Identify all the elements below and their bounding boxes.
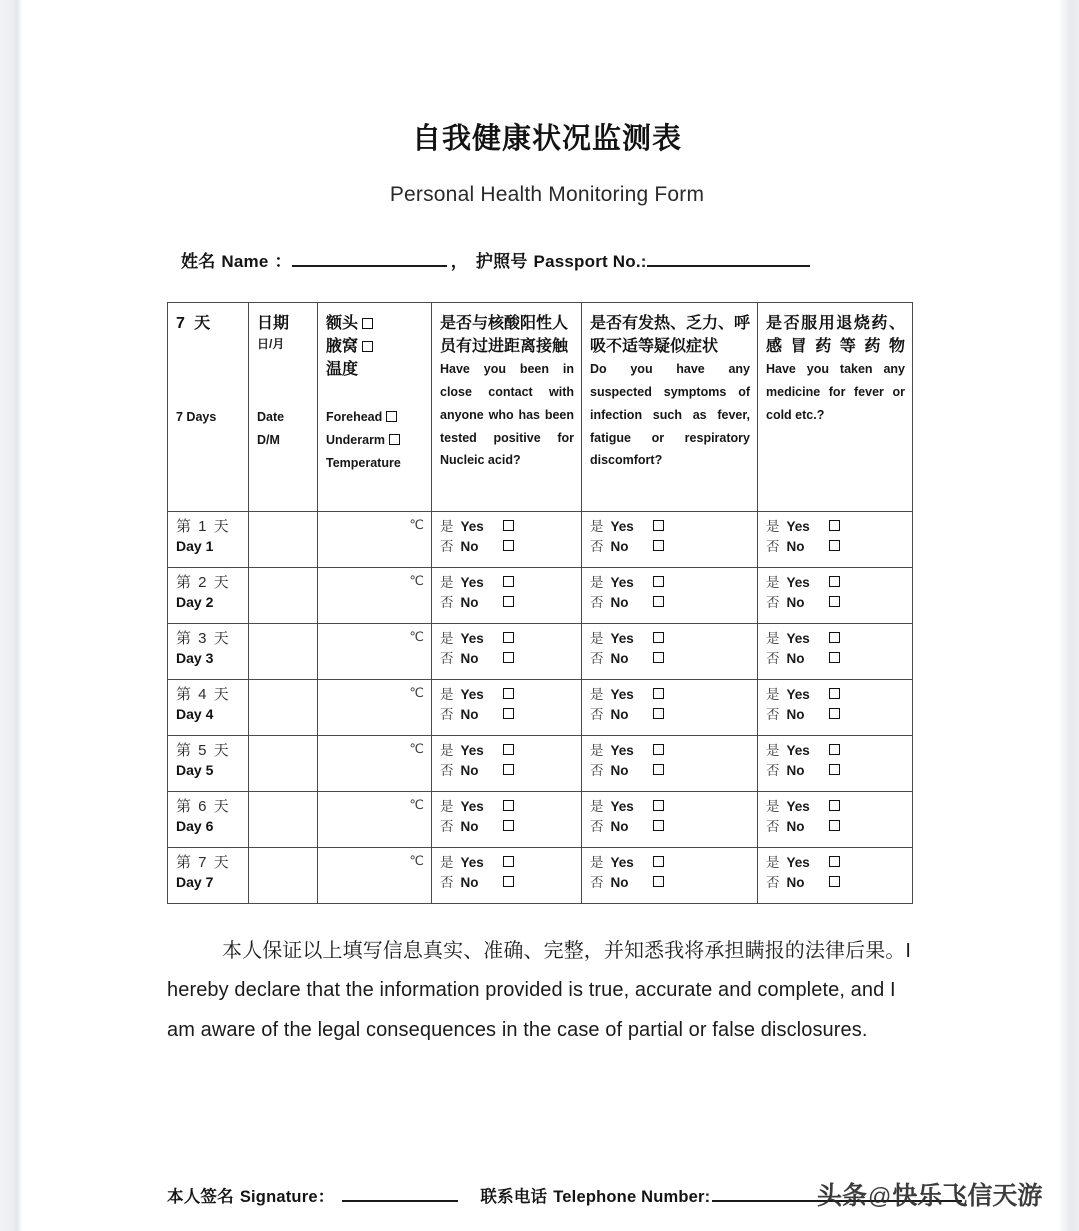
no-label-chinese: 否 — [766, 875, 780, 891]
row-close-contact-cell — [432, 735, 582, 791]
no-option — [440, 593, 574, 614]
row-day-cell — [168, 791, 249, 847]
yes-option — [766, 741, 905, 762]
no-option — [590, 593, 750, 614]
name-label-chinese: 姓名 — [181, 251, 216, 271]
header-forehead-english-row — [326, 406, 424, 429]
no-option — [590, 761, 750, 782]
row-medication-cell — [758, 511, 913, 567]
header-cell-date — [249, 302, 318, 511]
no-option — [440, 537, 574, 558]
no-checkbox[interactable] — [829, 652, 840, 663]
yes-checkbox[interactable] — [503, 632, 514, 643]
row-symptoms-cell — [582, 567, 758, 623]
underarm-checkbox-english[interactable] — [389, 434, 400, 445]
no-label-chinese: 否 — [766, 819, 780, 835]
yes-checkbox[interactable] — [829, 632, 840, 643]
no-label-english: No — [786, 875, 805, 891]
header-date-chinese: 日期 — [257, 314, 290, 332]
header-date-format-english: D/M — [257, 432, 280, 447]
document-content — [167, 0, 927, 1051]
yes-label-english: Yes — [786, 742, 810, 758]
yes-option — [440, 685, 574, 706]
row-temperature-cell[interactable] — [318, 567, 432, 623]
row-date-cell[interactable] — [249, 679, 318, 735]
row-date-cell[interactable] — [249, 623, 318, 679]
row-symptoms-cell — [582, 511, 758, 567]
no-checkbox[interactable] — [503, 652, 514, 663]
row-date-cell[interactable] — [249, 567, 318, 623]
yes-label-chinese: 是 — [590, 630, 604, 646]
row-day-chinese: 第 6 天 — [176, 797, 231, 815]
no-label-english: No — [610, 651, 629, 667]
yes-label-english: Yes — [610, 798, 634, 814]
no-label-english: No — [610, 595, 629, 611]
row-medication-cell — [758, 791, 913, 847]
no-option — [590, 649, 750, 670]
header-cell-close-contact — [432, 302, 582, 511]
yes-checkbox[interactable] — [503, 744, 514, 755]
yes-option — [440, 741, 574, 762]
header-medication-chinese: 是否服用退烧药、感冒药等药物 — [766, 314, 905, 355]
yes-option — [766, 629, 905, 650]
no-label-chinese: 否 — [590, 819, 604, 835]
row-symptoms-cell — [582, 735, 758, 791]
yes-label-english: Yes — [460, 798, 484, 814]
header-temperature-chinese: 温度 — [326, 360, 359, 378]
yes-checkbox[interactable] — [829, 744, 840, 755]
no-label-english: No — [460, 539, 479, 555]
yes-label-english: Yes — [610, 686, 634, 702]
no-label-english: No — [460, 707, 479, 723]
page-edge-right-shadow — [1058, 0, 1079, 1231]
yes-label-english: Yes — [786, 686, 810, 702]
row-temperature-cell[interactable] — [318, 679, 432, 735]
no-checkbox[interactable] — [503, 764, 514, 775]
no-label-chinese: 否 — [766, 595, 780, 611]
yes-option — [440, 853, 574, 874]
row-medication-cell — [758, 735, 913, 791]
row-day-cell — [168, 511, 249, 567]
no-label-english: No — [460, 875, 479, 891]
yes-option — [440, 517, 574, 538]
no-label-chinese: 否 — [766, 539, 780, 555]
yes-label-english: Yes — [786, 630, 810, 646]
row-day-cell — [168, 679, 249, 735]
yes-label-chinese: 是 — [440, 630, 454, 646]
no-option — [766, 705, 905, 726]
declaration-paragraph: 本人保证以上填写信息真实、准确、完整，并知悉我将承担瞒报的法律后果。I hereby declare that the information provided is true, accurate and complete, and I am aware of the legal consequences in the case of partial or false disclosures. — [167, 939, 912, 1042]
row-temperature-cell[interactable] — [318, 623, 432, 679]
no-label-chinese: 否 — [440, 875, 454, 891]
row-symptoms-cell — [582, 679, 758, 735]
temperature-unit: ℃ — [409, 740, 424, 756]
yes-checkbox[interactable] — [503, 856, 514, 867]
no-checkbox[interactable] — [653, 820, 664, 831]
yes-label-english: Yes — [610, 574, 634, 590]
header-underarm-english: Underarm — [326, 432, 386, 447]
no-option — [766, 537, 905, 558]
passport-label-chinese: 护照号 — [475, 251, 528, 271]
no-label-chinese: 否 — [440, 819, 454, 835]
row-medication-cell — [758, 567, 913, 623]
row-day-cell — [168, 735, 249, 791]
signature-label-chinese: 本人签名 — [167, 1188, 234, 1206]
yes-label-english: Yes — [460, 686, 484, 702]
no-label-english: No — [460, 595, 479, 611]
table-row — [168, 847, 913, 903]
no-label-english: No — [786, 763, 805, 779]
yes-option — [440, 797, 574, 818]
yes-label-chinese: 是 — [590, 574, 604, 590]
no-option — [440, 817, 574, 838]
identity-separator: ， — [450, 251, 468, 271]
row-day-english: Day 5 — [176, 762, 214, 779]
no-option — [440, 761, 574, 782]
no-option — [766, 761, 905, 782]
yes-label-chinese: 是 — [590, 854, 604, 870]
yes-checkbox[interactable] — [653, 688, 664, 699]
no-option — [766, 873, 905, 894]
row-symptoms-cell — [582, 623, 758, 679]
no-label-english: No — [786, 651, 805, 667]
forehead-checkbox-english[interactable] — [386, 411, 397, 422]
row-close-contact-cell — [432, 567, 582, 623]
no-checkbox[interactable] — [829, 764, 840, 775]
header-underarm-chinese-row — [326, 335, 424, 358]
no-checkbox[interactable] — [503, 708, 514, 719]
yes-option — [590, 629, 750, 650]
yes-label-english: Yes — [786, 574, 810, 590]
name-label-english: Name — [221, 251, 269, 271]
yes-option — [766, 517, 905, 538]
row-date-cell[interactable] — [249, 735, 318, 791]
header-underarm-chinese: 腋窝 — [326, 337, 359, 355]
yes-option — [590, 517, 750, 538]
no-option — [590, 817, 750, 838]
row-day-cell — [168, 567, 249, 623]
temperature-unit: ℃ — [409, 572, 424, 588]
header-symptoms-english: Do you have any suspected symptoms of infection such as fever, fatigue or respiratory discomfort? — [590, 361, 750, 468]
identity-line — [167, 247, 927, 272]
yes-option — [590, 685, 750, 706]
header-date-english: Date — [257, 409, 285, 424]
row-temperature-cell[interactable] — [318, 847, 432, 903]
no-checkbox[interactable] — [653, 596, 664, 607]
no-checkbox[interactable] — [503, 596, 514, 607]
yes-checkbox[interactable] — [653, 520, 664, 531]
signature-label-english: Signature： — [239, 1188, 335, 1206]
page-title-english: Personal Health Monitoring Form — [389, 182, 705, 206]
no-label-english: No — [786, 595, 805, 611]
no-label-chinese: 否 — [590, 875, 604, 891]
header-days-chinese: 7 天 — [176, 314, 213, 332]
yes-checkbox[interactable] — [653, 800, 664, 811]
yes-checkbox[interactable] — [829, 688, 840, 699]
no-label-chinese: 否 — [590, 651, 604, 667]
health-monitoring-table — [167, 302, 913, 904]
yes-label-english: Yes — [786, 518, 810, 534]
row-symptoms-cell — [582, 847, 758, 903]
name-input-blank[interactable] — [292, 251, 447, 267]
row-day-english: Day 2 — [176, 594, 214, 611]
row-day-cell — [168, 847, 249, 903]
no-checkbox[interactable] — [503, 540, 514, 551]
row-day-english: Day 7 — [176, 874, 214, 891]
yes-option — [590, 853, 750, 874]
row-close-contact-cell — [432, 623, 582, 679]
temperature-unit: ℃ — [409, 684, 424, 700]
table-body — [168, 511, 913, 903]
yes-checkbox[interactable] — [829, 576, 840, 587]
page-title-chinese: 自我健康状况监测表 — [411, 123, 682, 155]
yes-label-english: Yes — [610, 742, 634, 758]
no-checkbox[interactable] — [503, 820, 514, 831]
row-temperature-cell[interactable] — [318, 511, 432, 567]
no-label-chinese: 否 — [440, 595, 454, 611]
yes-option — [590, 797, 750, 818]
yes-checkbox[interactable] — [829, 520, 840, 531]
row-day-chinese: 第 7 天 — [176, 853, 231, 871]
header-underarm-english-row — [326, 429, 424, 452]
header-days-english: 7 Days — [176, 409, 217, 424]
row-day-chinese: 第 1 天 — [176, 517, 231, 535]
yes-label-chinese: 是 — [440, 854, 454, 870]
yes-label-english: Yes — [460, 854, 484, 870]
row-day-chinese: 第 3 天 — [176, 629, 231, 647]
row-medication-cell — [758, 847, 913, 903]
yes-checkbox[interactable] — [503, 520, 514, 531]
yes-label-english: Yes — [610, 630, 634, 646]
yes-label-chinese: 是 — [766, 574, 780, 590]
no-option — [590, 537, 750, 558]
no-option — [590, 705, 750, 726]
forehead-checkbox-chinese[interactable] — [362, 318, 373, 329]
yes-checkbox[interactable] — [503, 576, 514, 587]
header-cell-medication — [758, 302, 913, 511]
table-row — [168, 623, 913, 679]
yes-checkbox[interactable] — [503, 800, 514, 811]
row-temperature-cell[interactable] — [318, 735, 432, 791]
yes-label-english: Yes — [610, 518, 634, 534]
row-day-english: Day 6 — [176, 818, 214, 835]
row-day-english: Day 4 — [176, 706, 214, 723]
no-checkbox[interactable] — [653, 876, 664, 887]
document-page — [22, 0, 1058, 1231]
no-checkbox[interactable] — [653, 764, 664, 775]
no-label-english: No — [610, 539, 629, 555]
watermark-overlay — [817, 1176, 1042, 1212]
yes-option — [766, 685, 905, 706]
page-edge-left-shadow — [0, 0, 22, 1231]
row-temperature-cell[interactable] — [318, 791, 432, 847]
row-day-english: Day 3 — [176, 650, 214, 667]
no-label-chinese: 否 — [590, 763, 604, 779]
yes-option — [590, 573, 750, 594]
no-option — [440, 649, 574, 670]
row-close-contact-cell — [432, 679, 582, 735]
no-option — [766, 649, 905, 670]
header-close-contact-chinese: 是否与核酸阳性人员有过进距离接触 — [440, 314, 569, 355]
yes-checkbox[interactable] — [653, 576, 664, 587]
passport-input-blank[interactable] — [647, 251, 810, 267]
table-header-row — [168, 302, 913, 511]
signature-input-blank[interactable] — [342, 1187, 458, 1202]
header-temperature-english: Temperature — [326, 455, 401, 470]
table-row — [168, 511, 913, 567]
yes-label-chinese: 是 — [766, 742, 780, 758]
header-medication-english: Have you taken any medicine for fever or cold etc.? — [766, 361, 905, 422]
yes-option — [766, 797, 905, 818]
yes-label-english: Yes — [460, 518, 484, 534]
no-checkbox[interactable] — [829, 708, 840, 719]
no-label-english: No — [786, 539, 805, 555]
yes-label-english: Yes — [610, 854, 634, 870]
header-cell-days — [168, 302, 249, 511]
yes-option — [766, 853, 905, 874]
temperature-unit: ℃ — [409, 628, 424, 644]
passport-label-english: Passport No.: — [533, 251, 647, 271]
no-checkbox[interactable] — [503, 876, 514, 887]
row-day-cell — [168, 623, 249, 679]
no-checkbox[interactable] — [829, 540, 840, 551]
row-close-contact-cell — [432, 847, 582, 903]
no-label-chinese: 否 — [766, 651, 780, 667]
no-label-english: No — [610, 707, 629, 723]
watermark-platform: 头条 — [817, 1182, 868, 1210]
no-checkbox[interactable] — [653, 652, 664, 663]
yes-label-english: Yes — [786, 798, 810, 814]
yes-option — [440, 629, 574, 650]
yes-checkbox[interactable] — [829, 800, 840, 811]
header-date-format-chinese: 日/月 — [257, 336, 285, 351]
header-close-contact-english: Have you been in close contact with anyone who has been tested positive for Nucleic acid? — [440, 361, 574, 468]
no-label-chinese: 否 — [766, 707, 780, 723]
watermark-at-symbol: @ — [868, 1183, 892, 1209]
row-day-chinese: 第 5 天 — [176, 741, 231, 759]
yes-label-chinese: 是 — [590, 686, 604, 702]
telephone-label-english: Telephone Number: — [553, 1188, 711, 1206]
temperature-unit: ℃ — [409, 852, 424, 868]
yes-label-chinese: 是 — [766, 854, 780, 870]
no-option — [440, 705, 574, 726]
no-label-chinese: 否 — [440, 763, 454, 779]
no-option — [590, 873, 750, 894]
no-label-chinese: 否 — [590, 539, 604, 555]
row-close-contact-cell — [432, 511, 582, 567]
yes-label-chinese: 是 — [440, 742, 454, 758]
yes-label-chinese: 是 — [766, 798, 780, 814]
yes-label-english: Yes — [460, 742, 484, 758]
header-cell-symptoms — [582, 302, 758, 511]
no-checkbox[interactable] — [829, 876, 840, 887]
no-label-chinese: 否 — [440, 707, 454, 723]
row-day-chinese: 第 2 天 — [176, 573, 231, 591]
row-close-contact-cell — [432, 791, 582, 847]
row-day-chinese: 第 4 天 — [176, 685, 231, 703]
yes-option — [766, 573, 905, 594]
no-label-chinese: 否 — [440, 539, 454, 555]
no-label-english: No — [460, 763, 479, 779]
yes-label-chinese: 是 — [590, 518, 604, 534]
yes-checkbox[interactable] — [829, 856, 840, 867]
temperature-unit: ℃ — [409, 516, 424, 532]
no-label-english: No — [786, 707, 805, 723]
table-row — [168, 567, 913, 623]
no-label-english: No — [460, 819, 479, 835]
row-date-cell[interactable] — [249, 791, 318, 847]
header-forehead-english: Forehead — [326, 409, 383, 424]
header-cell-temperature — [318, 302, 432, 511]
yes-option — [590, 741, 750, 762]
yes-checkbox[interactable] — [503, 688, 514, 699]
yes-label-chinese: 是 — [440, 798, 454, 814]
no-option — [766, 817, 905, 838]
yes-checkbox[interactable] — [653, 744, 664, 755]
no-option — [766, 593, 905, 614]
telephone-label-chinese: 联系电话 — [480, 1188, 548, 1206]
yes-label-chinese: 是 — [766, 686, 780, 702]
row-date-cell[interactable] — [249, 511, 318, 567]
no-label-english: No — [610, 763, 629, 779]
yes-checkbox[interactable] — [653, 856, 664, 867]
yes-checkbox[interactable] — [653, 632, 664, 643]
name-colon: ： — [274, 251, 292, 271]
row-day-english: Day 1 — [176, 538, 214, 555]
no-label-english: No — [610, 819, 629, 835]
no-checkbox[interactable] — [829, 596, 840, 607]
no-checkbox[interactable] — [653, 540, 664, 551]
row-symptoms-cell — [582, 791, 758, 847]
header-forehead-chinese-row — [326, 312, 424, 335]
no-label-chinese: 否 — [590, 707, 604, 723]
yes-label-chinese: 是 — [590, 798, 604, 814]
no-checkbox[interactable] — [653, 708, 664, 719]
no-label-chinese: 否 — [766, 763, 780, 779]
header-symptoms-chinese: 是否有发热、乏力、呼吸不适等疑似症状 — [590, 314, 751, 355]
no-option — [440, 873, 574, 894]
yes-label-english: Yes — [460, 630, 484, 646]
yes-label-chinese: 是 — [440, 574, 454, 590]
yes-label-chinese: 是 — [440, 686, 454, 702]
yes-option — [440, 573, 574, 594]
yes-label-chinese: 是 — [440, 518, 454, 534]
yes-label-chinese: 是 — [766, 518, 780, 534]
table-row — [168, 791, 913, 847]
row-date-cell[interactable] — [249, 847, 318, 903]
no-label-english: No — [460, 651, 479, 667]
no-label-english: No — [610, 875, 629, 891]
yes-label-chinese: 是 — [766, 630, 780, 646]
no-label-chinese: 否 — [590, 595, 604, 611]
temperature-unit: ℃ — [409, 796, 424, 812]
yes-label-chinese: 是 — [590, 742, 604, 758]
table-row — [168, 735, 913, 791]
row-medication-cell — [758, 623, 913, 679]
no-label-english: No — [786, 819, 805, 835]
row-medication-cell — [758, 679, 913, 735]
table-row — [168, 679, 913, 735]
watermark-handle: 快乐飞信天游 — [892, 1182, 1043, 1210]
underarm-checkbox-chinese[interactable] — [362, 341, 373, 352]
no-checkbox[interactable] — [829, 820, 840, 831]
yes-label-english: Yes — [786, 854, 810, 870]
no-label-chinese: 否 — [440, 651, 454, 667]
header-forehead-chinese: 额头 — [326, 314, 359, 332]
yes-label-english: Yes — [460, 574, 484, 590]
